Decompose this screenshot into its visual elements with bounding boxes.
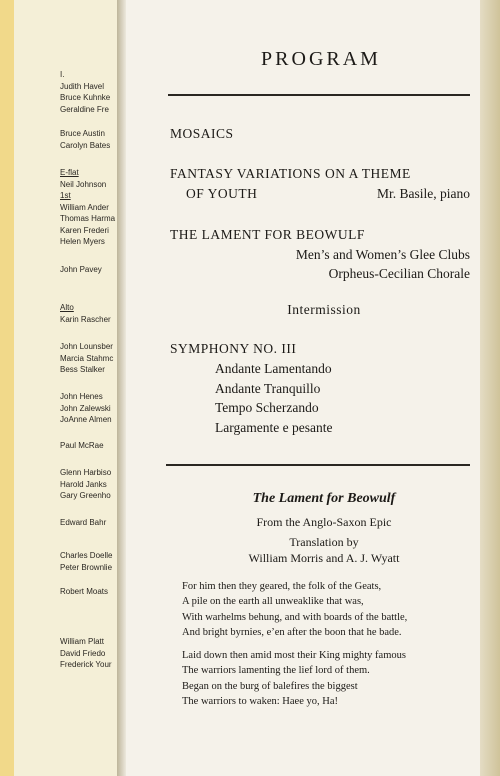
roster-section-label: Alto — [60, 303, 74, 312]
roster-entry: William Platt — [60, 637, 105, 646]
program-item-lament: THE LAMENT FOR BEOWULF — [170, 227, 365, 242]
verse-line: Began on the burg of balefires the biggest — [182, 680, 358, 692]
roster-entry: Peter Brownlie — [60, 562, 113, 572]
page-title: PROGRAM — [261, 48, 381, 70]
roster-entry: John Henes — [60, 392, 103, 401]
fantasy-performer: Mr. Basile, piano — [377, 186, 470, 201]
roster-entry: Edward Bahr — [60, 518, 107, 527]
verse-line: Laid down then amid most their King mighty famous — [182, 650, 406, 661]
roster-entry: Bruce Austin — [60, 129, 105, 138]
left-page-edge — [0, 0, 14, 776]
verse-line: And bright byrnies, e’en after the boon that he bade. — [182, 626, 402, 638]
roster-group-9 — [60, 467, 118, 502]
roster-entry: John Pavey — [60, 265, 102, 274]
verse-line: The warriors to waken: Haee yo, Ha! — [182, 695, 338, 707]
roster-group-5 — [60, 302, 118, 325]
roster-entry: John Zalewski — [60, 403, 111, 413]
program-item-symphony: SYMPHONY NO. III — [170, 341, 297, 356]
roster-entry: Helen Myers — [60, 237, 105, 246]
roster-entry: Robert Moats — [60, 587, 109, 596]
divider-middle — [166, 464, 470, 466]
verse-line: A pile on the earth all unweaklike that was, — [182, 596, 364, 608]
verse-stanza-1 — [182, 579, 407, 640]
roster-entry: William Ander — [60, 202, 109, 212]
roster-group-4 — [60, 264, 118, 276]
roster-entry: Bruce Kuhnke — [60, 93, 111, 102]
roster-entry: Paul McRae — [60, 441, 104, 450]
program-item-mosaics: MOSAICS — [170, 126, 234, 141]
roster-group-11 — [60, 550, 118, 573]
roster-entry: Gary Greenho — [60, 491, 111, 500]
roster-section-label: E-flat — [60, 168, 79, 177]
roster-entry: David Friedo — [60, 648, 106, 658]
roster-entry: John Lounsber — [60, 342, 113, 351]
verse-stanza-2 — [182, 648, 406, 709]
roster-group-2 — [60, 128, 118, 151]
roster-group-12 — [60, 586, 118, 598]
roster-entry: Geraldine Fre — [60, 104, 109, 114]
intermission-label: Intermission — [287, 302, 361, 317]
movement-2: Andante Tranquillo — [215, 381, 321, 396]
verse-line: For him then they geared, the folk of the Geats, — [182, 581, 382, 592]
roster-entry: Thomas Harma — [60, 214, 116, 223]
roster-entry: Bess Stalker — [60, 365, 105, 374]
roster-entry: Karin Rascher — [60, 314, 111, 324]
movement-4: Largamente e pesante — [215, 420, 333, 435]
translation-label: Translation by — [289, 535, 359, 549]
lament-source: From the Anglo-Saxon Epic — [256, 515, 392, 529]
movement-1: Andante Lamentando — [215, 361, 332, 376]
right-page-edge — [480, 0, 500, 776]
movement-3: Tempo Scherzando — [215, 400, 319, 415]
roster-group-7 — [60, 391, 118, 426]
roster-group-8 — [60, 440, 118, 452]
roster-group-3 — [60, 167, 118, 248]
roster-entry: JoAnne Almen — [60, 415, 112, 424]
roster-group-6 — [60, 341, 118, 376]
program-item-fantasy-line1: FANTASY VARIATIONS ON A THEME — [170, 166, 411, 181]
program-item-fantasy-line2: OF YOUTH — [186, 186, 258, 201]
roster-section-label: 1st — [60, 191, 71, 200]
lament-section-title: The Lament for Beowulf — [252, 491, 396, 506]
verse-line: The warriors lamenting the lief lord of them. — [182, 665, 370, 677]
roster-group-1 — [60, 69, 118, 115]
verse-line: With warhelms behung, and with boards of the battle, — [182, 611, 408, 623]
lament-performer-2: Orpheus-Cecilian Chorale — [328, 266, 470, 281]
roster-entry: Neil Johnson — [60, 179, 107, 189]
divider-top — [168, 94, 470, 96]
roster-entry: Charles Doelle — [60, 551, 113, 560]
roster-entry: I. — [60, 70, 65, 79]
roster-entry: Marcia Stahmc — [60, 353, 114, 363]
roster-group-10 — [60, 517, 118, 529]
roster-group-13 — [60, 636, 118, 671]
roster-entry: Glenn Harbiso — [60, 468, 112, 477]
lament-performer-1: Men’s and Women’s Glee Clubs — [295, 247, 470, 262]
translators: William Morris and A. J. Wyatt — [248, 551, 400, 565]
roster-entry: Harold Janks — [60, 479, 107, 489]
roster-entry: Karen Frederi — [60, 225, 109, 235]
roster-entry: Judith Havel — [60, 81, 105, 91]
roster-entry: Frederick Your — [60, 660, 112, 669]
roster-entry: Carolyn Bates — [60, 140, 111, 150]
